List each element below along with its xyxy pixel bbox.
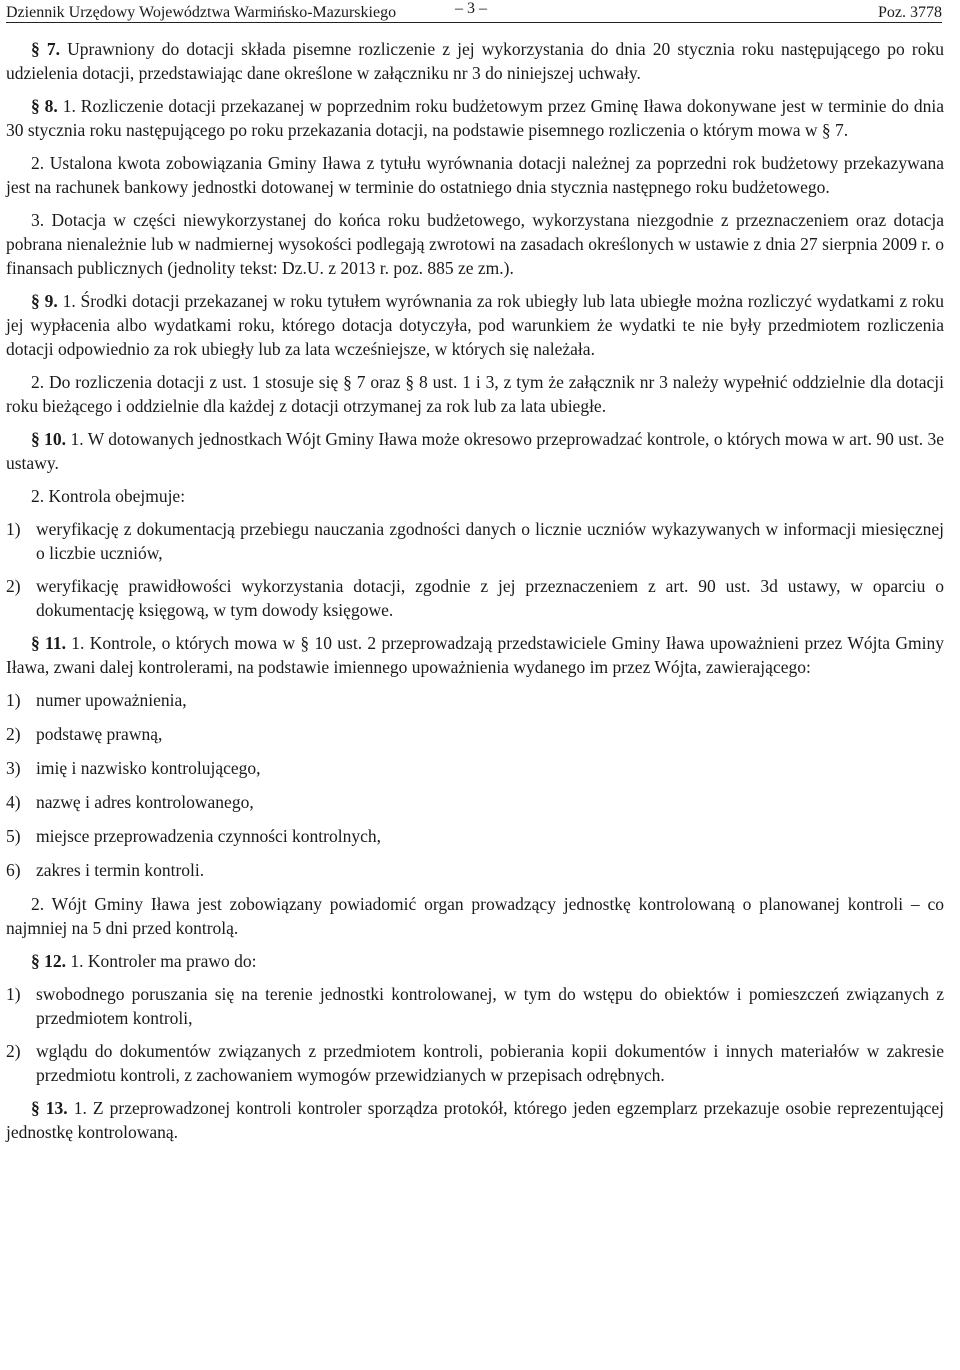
section-number: § 8.	[31, 96, 58, 116]
paragraph-s11-2: 2. Wójt Gminy Iława jest zobowiązany powiadomić organ prowadzący jednostkę kontrolowaną o planowanej kontroli – co najmniej na 5 dni przed kontrolą.	[6, 894, 944, 938]
document-body	[6, 23, 944, 1144]
paragraph-s10-2: 2. Kontrola obejmuje:	[31, 486, 186, 506]
paragraph-s12-1: § 12. 1. Kontroler ma prawo do:	[31, 951, 257, 971]
section-number: § 12.	[31, 951, 66, 971]
paragraph-s8-1: § 8. 1. Rozliczenie dotacji przekazanej w poprzednim roku budżetowym przez Gminę Iława dokonywane jest w terminie do dnia 30 stycznia roku następującego po roku przekazania dotacji, na podstawie pisemnego rozliczenia o którym mowa w § 7.	[6, 96, 944, 140]
list-item: 1) weryfikację z dokumentacją przebiegu nauczania zgodności danych o licznie uczniów wykazywanych w informacji miesięcznej o liczbie uczniów,	[6, 519, 944, 563]
section-number: § 10.	[31, 429, 67, 449]
list-item: 2) weryfikację prawidłowości wykorzystania dotacji, zgodnie z jej przeznaczeniem z art. 90 ust. 3d ustawy, w oparciu o dokumentację księgową, w tym dowody księgowe.	[6, 576, 944, 620]
paragraph-s9-1: § 9. 1. Środki dotacji przekazanej w roku tytułem wyrównania za rok ubiegły lub lata ubiegłe można rozliczyć wydatkami z roku jej wypłacenia albo wydatkami roku, którego dotacja dotyczyła, pod warunkiem że wydatki te nie były przedmiotem rozliczenia dotacji odpowiednio za rok ubiegły lub za lata wcześniejsze, w których się należała.	[6, 291, 945, 359]
list-item: 2) wglądu do dokumentów związanych z przedmiotem kontroli, pobierania kopii dokumentów i innych materiałów w zakresie przedmiotu kontroli, z zachowaniem wymogów przewidzianych w przepisach odrębnych.	[6, 1041, 944, 1085]
paragraph-s8-2: 2. Ustalona kwota zobowiązania Gminy Iława z tytułu wyrównania dotacji należnej za poprzedni rok budżetowy przekazywana jest na rachunek bankowy jednostki dotowanej w terminie do ostatniego dnia stycznia następnego roku budżetowego.	[6, 153, 944, 197]
page-number: – 3 –	[455, 0, 487, 17]
section-number: § 11.	[31, 633, 66, 653]
paragraph-s7: § 7. Uprawniony do dotacji składa pisemne rozliczenie z jej wykorzystania do dnia 20 stycznia roku następującego po roku udzielenia dotacji, przedstawiając dane określone w załączniku nr 3 do niniejszej uchwały.	[6, 39, 945, 83]
paragraph-s8-3: 3. Dotacja w części niewykorzystanej do końca roku budżetowego, wykorzystana niezgodnie z przeznaczeniem oraz dotacja pobrana nienależnie lub w nadmiernej wysokości podlegają zwrotowi na zasadach określonych w ustawie z dnia 27 sierpnia 2009 r. o finansach publicznych (jednolity tekst: Dz.U. z 2013 r. poz. 885 ze zm.).	[6, 210, 944, 278]
section-number: § 13.	[31, 1098, 68, 1118]
list-item: 6) zakres i termin kontroli.	[6, 860, 205, 880]
list-item: 1) numer upoważnienia,	[6, 690, 187, 710]
paragraph-s10-1: § 10. 1. W dotowanych jednostkach Wójt Gminy Iława może okresowo przeprowadzać kontrole, o których mowa w art. 90 ust. 3e ustawy.	[6, 429, 945, 473]
list-item: 1) swobodnego poruszania się na terenie jednostki kontrolowanej, w tym do wstępu do obiektów i pomieszczeń związanych z przedmiotem kontroli,	[6, 984, 944, 1028]
paragraph-s11-1: § 11. 1. Kontrole, o których mowa w § 10 ust. 2 przeprowadzają przedstawiciele Gminy Iława upoważnieni przez Wójta Gminy Iława, zwani dalej kontrolerami, na podstawie imiennego upoważnienia wydanego im przez Wójta, zawierającego:	[6, 633, 944, 677]
paragraph-s9-2: 2. Do rozliczenia dotacji z ust. 1 stosuje się § 7 oraz § 8 ust. 1 i 3, z tym że załącznik nr 3 należy wypełnić oddzielnie dla dotacji roku bieżącego i oddzielnie dla każdej z dotacji otrzymanej za rok lub za lata ubiegłe.	[6, 372, 944, 416]
journal-title: Dziennik Urzędowy Województwa Warmińsko-Mazurskiego	[6, 4, 397, 21]
section-number: § 7.	[31, 39, 60, 59]
list-item: 3) imię i nazwisko kontrolującego,	[6, 758, 261, 778]
list-item: 4) nazwę i adres kontrolowanego,	[6, 792, 254, 812]
list-item: 5) miejsce przeprowadzenia czynności kontrolnych,	[6, 826, 382, 846]
section-number: § 9.	[31, 291, 58, 311]
paragraph-s13-1: § 13. 1. Z przeprowadzonej kontroli kontroler sporządza protokół, którego jeden egzemplarz przekazuje osobie reprezentującej jednostkę kontrolowaną.	[6, 1098, 945, 1142]
list-item: 2) podstawę prawną,	[6, 724, 163, 744]
page-header	[6, 0, 942, 23]
position-number: Poz. 3778	[878, 4, 942, 21]
